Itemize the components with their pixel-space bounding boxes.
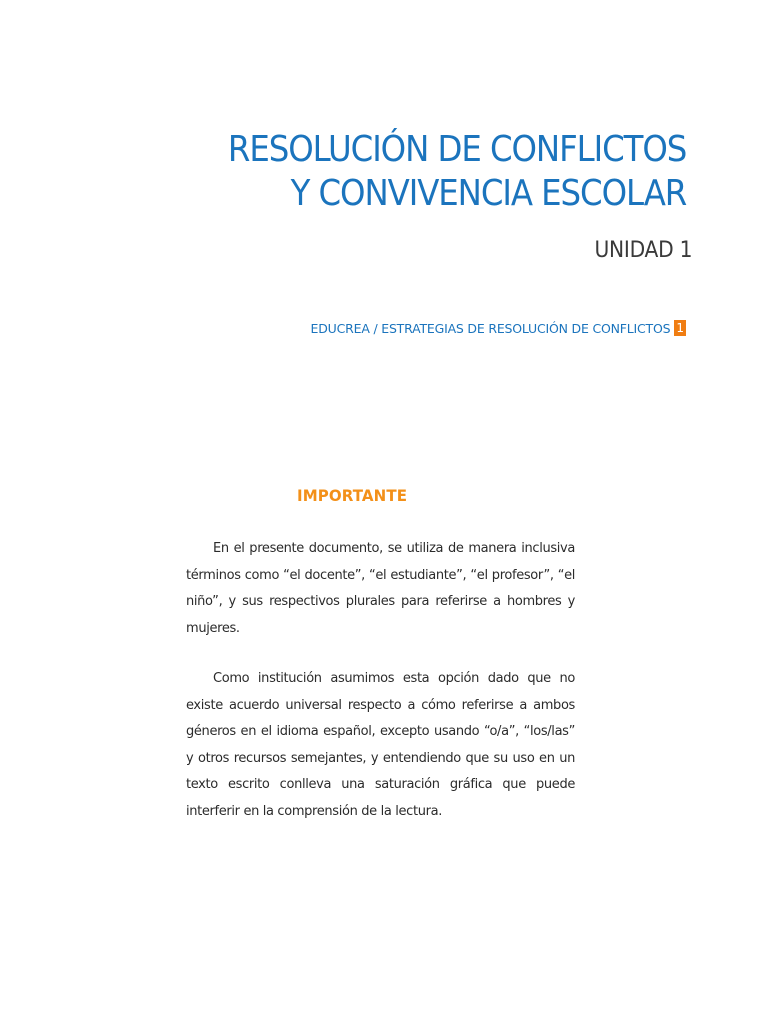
paragraph-text: En el presente documento, se utiliza de manera inclusiva términos como “el docente”, “el estudiante”, “el profesor”, “el niño”, y sus respectivos plurales para referirse a hombres y mujeres.	[186, 541, 575, 636]
unit-label: UNIDAD 1	[594, 238, 692, 263]
breadcrumb: EDUCREA / ESTRATEGIAS DE RESOLUCIÓN DE CONFLICTOS	[310, 320, 671, 336]
document-title-line-1: RESOLUCIÓN DE CONFLICTOS	[227, 129, 686, 170]
running-header	[311, 320, 686, 336]
notice-paragraph-1	[186, 536, 575, 642]
notice-paragraph-2	[186, 666, 575, 825]
document-title-line-2: Y CONVIVENCIA ESCOLAR	[290, 173, 686, 214]
notice-heading: IMPORTANTE	[297, 486, 408, 505]
paragraph-text: Como institución asumimos esta opción dado que no existe acuerdo universal respecto a cómo referirse a ambos géneros en el idioma español, excepto usando “o/a”, “los/las” y otros recursos semejantes, y entendiendo que su uso en un texto escrito conlleva una saturación gráfica que puede interferir en la comprensión de la lectura.	[186, 671, 575, 819]
document-title	[228, 128, 686, 216]
page-number-badge: 1	[676, 321, 684, 335]
